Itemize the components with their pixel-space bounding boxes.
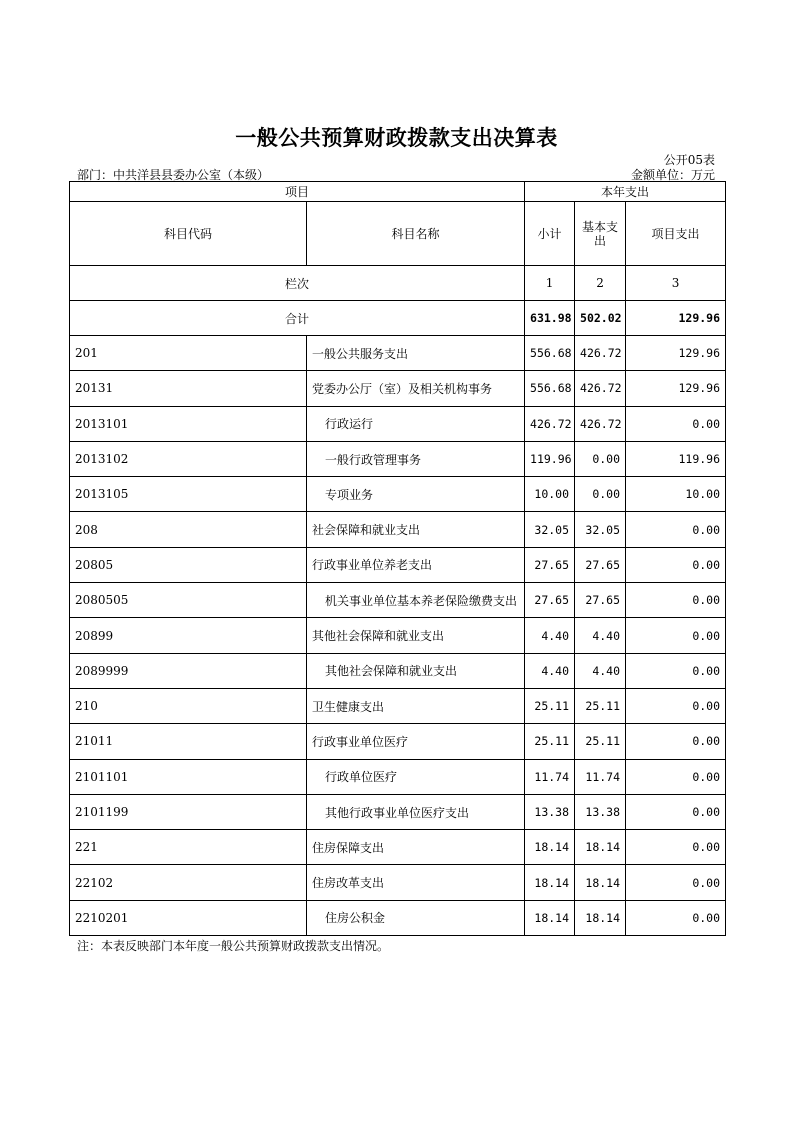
column-index-2: 2: [575, 266, 626, 301]
row-code: 2210201: [70, 900, 307, 935]
row-basic: 18.14: [575, 865, 626, 900]
row-basic: 11.74: [575, 759, 626, 794]
row-subtotal: 18.14: [525, 865, 575, 900]
row-basic: 13.38: [575, 794, 626, 829]
table-row: [70, 406, 726, 441]
row-name: 住房保障支出: [307, 830, 525, 865]
row-subtotal: 25.11: [525, 724, 575, 759]
column-index-label: 栏次: [70, 266, 525, 301]
row-basic: 25.11: [575, 688, 626, 723]
table-row: [70, 477, 726, 512]
row-code: 20805: [70, 547, 307, 582]
row-subtotal: 11.74: [525, 759, 575, 794]
row-basic: 25.11: [575, 724, 626, 759]
row-name: 其他社会保障和就业支出: [307, 653, 525, 688]
header-name: 科目名称: [307, 202, 525, 266]
row-name: 卫生健康支出: [307, 688, 525, 723]
row-name: 行政运行: [307, 406, 525, 441]
row-code: 2101199: [70, 794, 307, 829]
row-subtotal: 4.40: [525, 618, 575, 653]
row-name: 党委办公厅（室）及相关机构事务: [307, 371, 525, 406]
row-basic: 18.14: [575, 900, 626, 935]
row-project: 0.00: [626, 900, 726, 935]
row-code: 2080505: [70, 583, 307, 618]
header-current-year: 本年支出: [525, 182, 726, 202]
row-project: 0.00: [626, 512, 726, 547]
expenditure-table: [69, 181, 726, 936]
row-project: 0.00: [626, 794, 726, 829]
row-code: 22102: [70, 865, 307, 900]
row-code: 208: [70, 512, 307, 547]
row-subtotal: 13.38: [525, 794, 575, 829]
row-basic: 27.65: [575, 547, 626, 582]
row-name: 住房改革支出: [307, 865, 525, 900]
row-basic: 0.00: [575, 441, 626, 476]
row-project: 0.00: [626, 865, 726, 900]
row-basic: 426.72: [575, 406, 626, 441]
row-subtotal: 119.96: [525, 441, 575, 476]
total-label: 合计: [70, 301, 525, 336]
row-name: 其他行政事业单位医疗支出: [307, 794, 525, 829]
row-subtotal: 4.40: [525, 653, 575, 688]
row-subtotal: 10.00: [525, 477, 575, 512]
table-row: [70, 830, 726, 865]
table-row: [70, 759, 726, 794]
total-project: 129.96: [626, 301, 726, 336]
table-row: [70, 441, 726, 476]
row-basic: 426.72: [575, 371, 626, 406]
table-row: [70, 371, 726, 406]
amount-unit-label: 金额单位：万元: [630, 168, 715, 182]
row-basic: 18.14: [575, 830, 626, 865]
header-subtotal: 小计: [525, 202, 575, 266]
table-row: [70, 724, 726, 759]
table-row: [70, 688, 726, 723]
row-project: 0.00: [626, 688, 726, 723]
row-project: 0.00: [626, 759, 726, 794]
total-subtotal: 631.98: [525, 301, 575, 336]
table-row: [70, 583, 726, 618]
row-name: 住房公积金: [307, 900, 525, 935]
column-index-1: 1: [525, 266, 575, 301]
row-project: 0.00: [626, 618, 726, 653]
row-subtotal: 32.05: [525, 512, 575, 547]
row-code: 2013101: [70, 406, 307, 441]
row-basic: 4.40: [575, 618, 626, 653]
row-code: 2101101: [70, 759, 307, 794]
column-index-3: 3: [626, 266, 726, 301]
row-project: 0.00: [626, 583, 726, 618]
department-label: 部门：中共洋县县委办公室（本级）: [77, 168, 270, 182]
page-title: 一般公共预算财政拨款支出决算表: [235, 125, 558, 150]
row-code: 21011: [70, 724, 307, 759]
row-project: 129.96: [626, 336, 726, 371]
row-name: 专项业务: [307, 477, 525, 512]
table-row: [70, 512, 726, 547]
row-project: 0.00: [626, 830, 726, 865]
table-row: [70, 336, 726, 371]
table-note: 注：本表反映部门本年度一般公共预算财政拨款支出情况。: [77, 939, 390, 953]
row-project: 0.00: [626, 406, 726, 441]
row-name: 社会保障和就业支出: [307, 512, 525, 547]
row-subtotal: 426.72: [525, 406, 575, 441]
header-code: 科目代码: [70, 202, 307, 266]
row-name: 其他社会保障和就业支出: [307, 618, 525, 653]
row-subtotal: 556.68: [525, 371, 575, 406]
row-project: 119.96: [626, 441, 726, 476]
row-project: 0.00: [626, 724, 726, 759]
header-project: 项目: [70, 182, 525, 202]
row-code: 221: [70, 830, 307, 865]
row-subtotal: 18.14: [525, 830, 575, 865]
row-basic: 32.05: [575, 512, 626, 547]
row-basic: 27.65: [575, 583, 626, 618]
row-project: 129.96: [626, 371, 726, 406]
row-subtotal: 18.14: [525, 900, 575, 935]
row-code: 2089999: [70, 653, 307, 688]
row-code: 2013102: [70, 441, 307, 476]
row-project: 10.00: [626, 477, 726, 512]
row-project: 0.00: [626, 547, 726, 582]
row-code: 201: [70, 336, 307, 371]
table-row: [70, 547, 726, 582]
row-subtotal: 25.11: [525, 688, 575, 723]
row-name: 机关事业单位基本养老保险缴费支出: [307, 583, 525, 618]
table-row: [70, 900, 726, 935]
row-name: 行政事业单位养老支出: [307, 547, 525, 582]
row-name: 一般公共服务支出: [307, 336, 525, 371]
total-basic: 502.02: [575, 301, 626, 336]
form-number: 公开05表: [663, 153, 715, 167]
row-basic: 426.72: [575, 336, 626, 371]
table-row: [70, 794, 726, 829]
row-basic: 4.40: [575, 653, 626, 688]
row-name: 行政单位医疗: [307, 759, 525, 794]
row-code: 210: [70, 688, 307, 723]
header-project-expenditure: 项目支出: [626, 202, 726, 266]
row-basic: 0.00: [575, 477, 626, 512]
header-basic: 基本支出: [575, 202, 626, 266]
row-code: 20131: [70, 371, 307, 406]
row-name: 一般行政管理事务: [307, 441, 525, 476]
row-subtotal: 27.65: [525, 583, 575, 618]
table-row: [70, 618, 726, 653]
table-row: [70, 865, 726, 900]
row-project: 0.00: [626, 653, 726, 688]
row-code: 20899: [70, 618, 307, 653]
row-subtotal: 27.65: [525, 547, 575, 582]
row-name: 行政事业单位医疗: [307, 724, 525, 759]
row-code: 2013105: [70, 477, 307, 512]
row-subtotal: 556.68: [525, 336, 575, 371]
table-row: [70, 653, 726, 688]
